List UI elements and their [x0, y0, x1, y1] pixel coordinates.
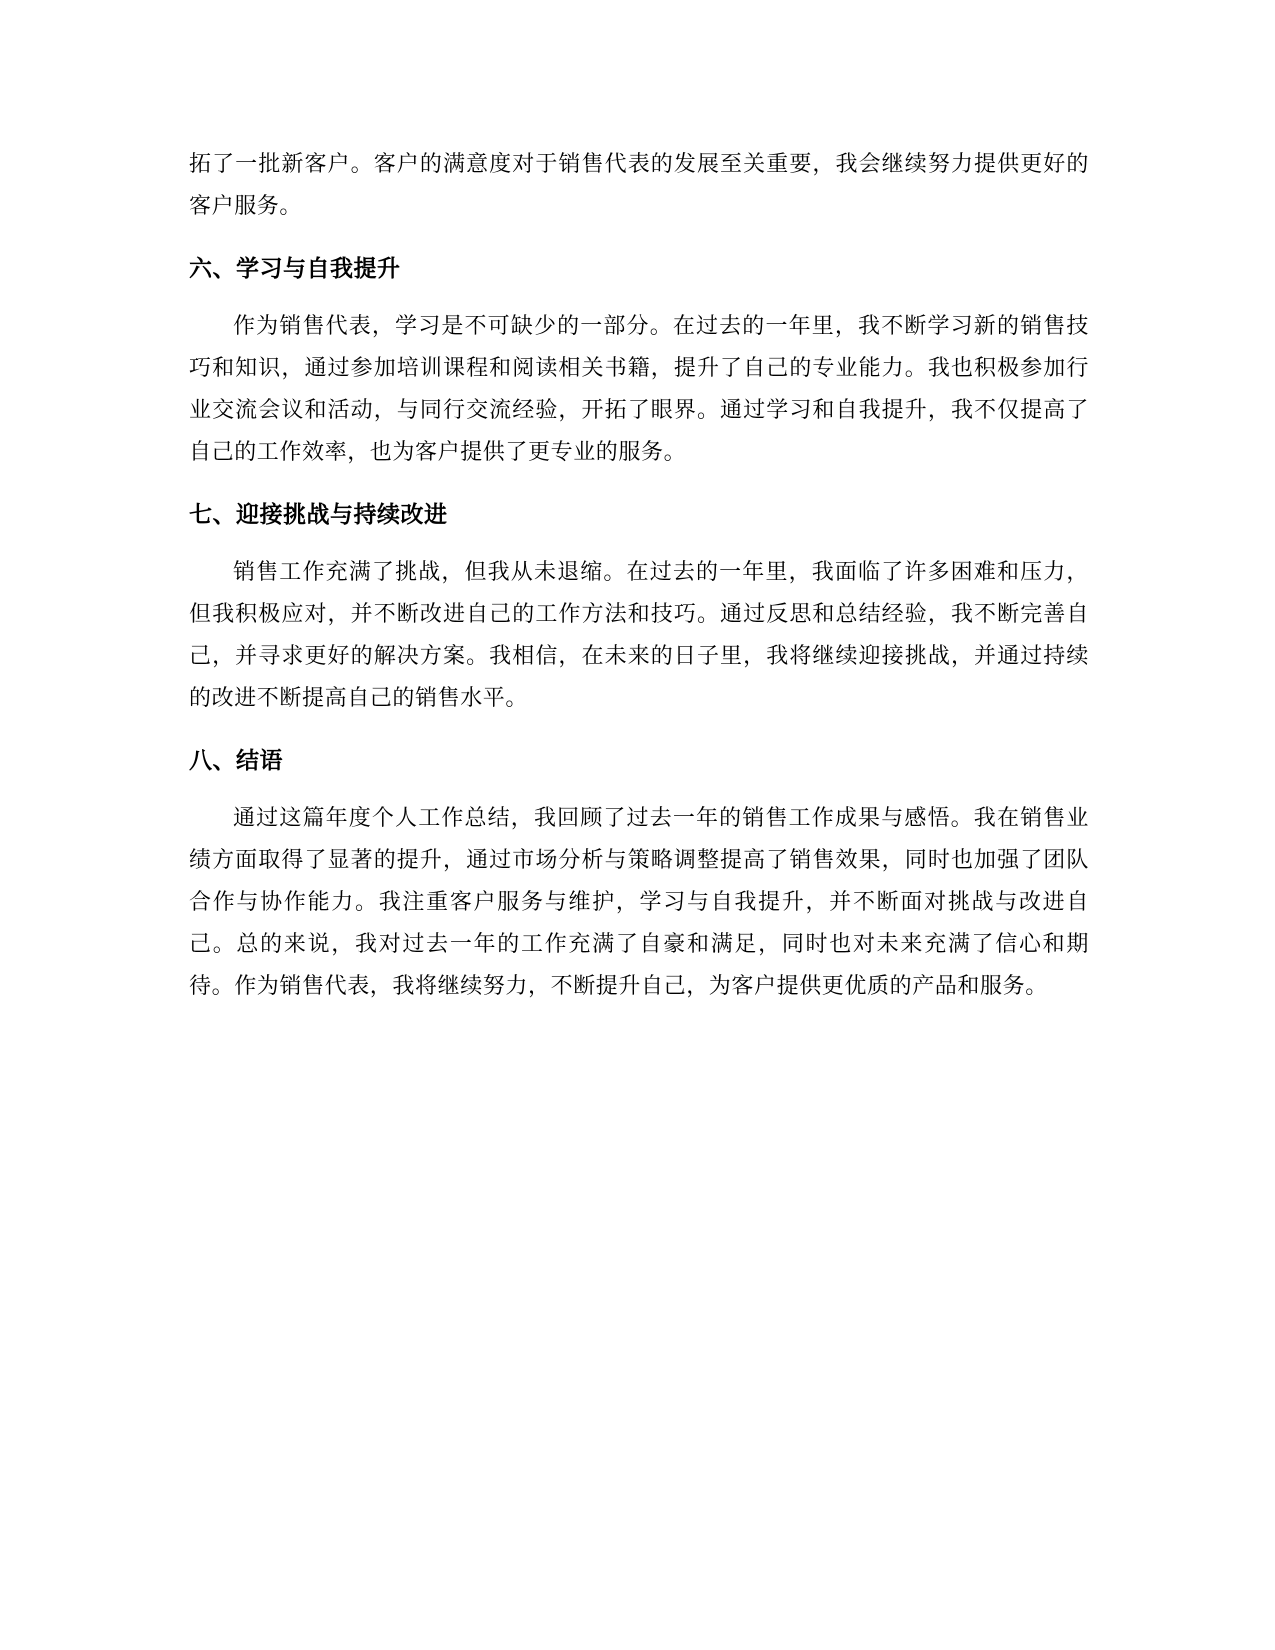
document-content	[189, 144, 1089, 1008]
section-heading-conclusion: 八、结语	[189, 748, 283, 774]
section-paragraph-conclusion: 通过这篇年度个人工作总结，我回顾了过去一年的销售工作成果与感悟。我在销售业绩方面取得了显著的提升，通过市场分析与策略调整提高了销售效果，同时也加强了团队合作与协作能力。我注重客户服务与维护，学习与自我提升，并不断面对挑战与改进自己。总的来说，我对过去一年的工作充满了自豪和满足，同时也对未来充满了信心和期待。作为销售代表，我将继续努力，不断提升自己，为客户提供更优质的产品和服务。	[189, 806, 1089, 999]
section-paragraph-learning: 作为销售代表，学习是不可缺少的一部分。在过去的一年里，我不断学习新的销售技巧和知识，通过参加培训课程和阅读相关书籍，提升了自己的专业能力。我也积极参加行业交流会议和活动，与同行交流经验，开拓了眼界。通过学习和自我提升，我不仅提高了自己的工作效率，也为客户提供了更专业的服务。	[189, 314, 1089, 465]
continuation-paragraph: 拓了一批新客户。客户的满意度对于销售代表的发展至关重要，我会继续努力提供更好的客户服务。	[189, 152, 1089, 219]
section-paragraph-challenges: 销售工作充满了挑战，但我从未退缩。在过去的一年里，我面临了许多困难和压力，但我积极应对，并不断改进自己的工作方法和技巧。通过反思和总结经验，我不断完善自己，并寻求更好的解决方案。我相信，在未来的日子里，我将继续迎接挑战，并通过持续的改进不断提高自己的销售水平。	[189, 560, 1089, 711]
section-heading-learning: 六、学习与自我提升	[189, 256, 401, 282]
section-heading-challenges: 七、迎接挑战与持续改进	[189, 502, 448, 528]
